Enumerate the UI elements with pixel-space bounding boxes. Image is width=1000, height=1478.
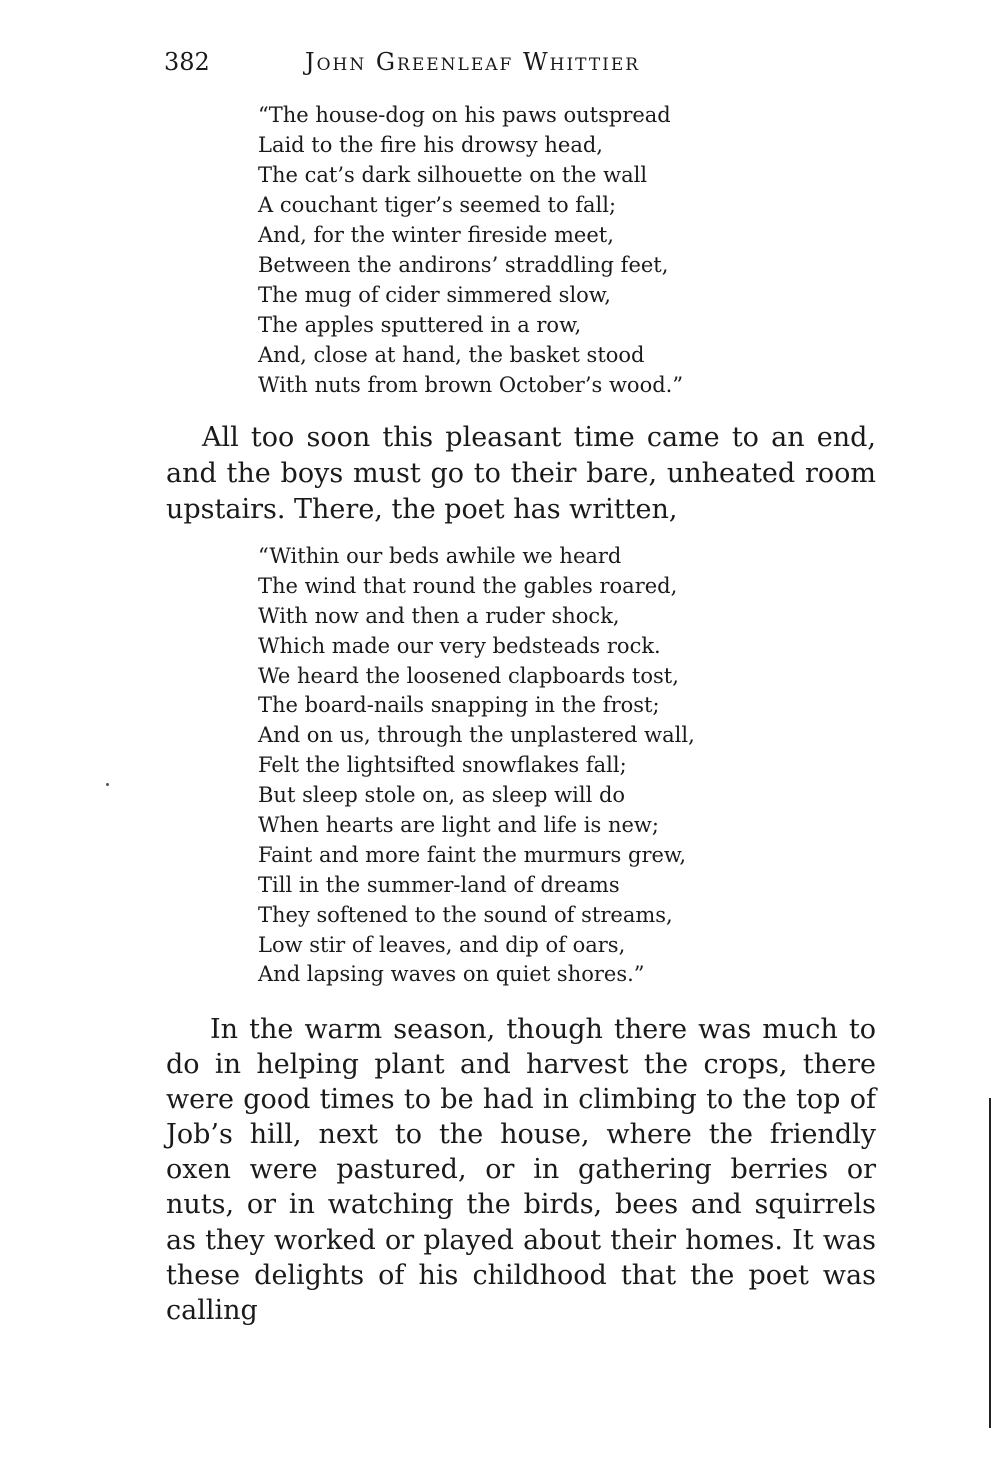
poem-line: The mug of cider simmered slow, xyxy=(258,283,611,307)
poem-line: And, close at hand, the basket stood xyxy=(258,343,645,367)
poem-line: But sleep stole on, as sleep will do xyxy=(258,783,626,808)
page-number: 382 xyxy=(164,48,210,76)
body-paragraph: In the warm season, though there was much to do in helping plant and harvest the crops, there were good times to be had in climbing to the top of Job’s hill, next to the house, where the friendly oxen were pastured, or in gathering berries or nuts, or in watching the birds, bees and squirrels as they worked or played about their homes. It was these delights of his childhood that the poet was calling xyxy=(166,1014,876,1326)
poem-line: With now and then a ruder shock, xyxy=(258,603,620,628)
poem-line: A couchant tiger’s seemed to fall; xyxy=(258,193,617,217)
poem-line: Laid to the fire his drowsy head, xyxy=(258,133,603,157)
poem-stanza-bedroom xyxy=(258,542,818,990)
poem-line: And lapsing waves on quiet shores.” xyxy=(258,962,645,987)
poem-line: And on us, through the unplastered wall, xyxy=(258,723,695,748)
poem-line: Between the andirons’ straddling feet, xyxy=(258,253,669,277)
poem-line: We heard the loosened clapboards tost, xyxy=(258,663,679,688)
body-paragraph: All too soon this pleasant time came to an end, and the boys must go to their bare, unheated room upstairs. There, the poet has written, xyxy=(166,422,876,525)
scan-edge-line xyxy=(989,1098,991,1428)
poem-line: The apples sputtered in a row, xyxy=(258,313,582,337)
poem-line: “The house-dog on his paws outspread xyxy=(258,103,671,127)
poem-line: And, for the winter fireside meet, xyxy=(258,223,614,247)
poem-line: With nuts from brown October’s wood.” xyxy=(258,373,684,397)
running-title: John Greenleaf Whittier xyxy=(305,48,641,76)
poem-line: “Within our beds awhile we heard xyxy=(258,544,622,568)
poem-stanza-fireside xyxy=(258,100,818,400)
poem-line: Which made our very bedsteads rock. xyxy=(258,633,661,658)
scan-speck xyxy=(106,783,109,786)
poem-line: The board-nails snapping in the frost; xyxy=(258,693,660,718)
poem-line: Faint and more faint the murmurs grew, xyxy=(258,842,687,867)
poem-line: Low stir of leaves, and dip of oars, xyxy=(258,932,626,957)
poem-line: Felt the lightsifted snowflakes fall; xyxy=(258,753,627,778)
poem-line: They softened to the sound of streams, xyxy=(258,902,673,927)
poem-line: The cat’s dark silhouette on the wall xyxy=(258,163,648,187)
poem-line: When hearts are light and life is new; xyxy=(258,813,659,838)
poem-line: Till in the summer-land of dreams xyxy=(258,872,620,897)
poem-line: The wind that round the gables roared, xyxy=(258,573,678,598)
